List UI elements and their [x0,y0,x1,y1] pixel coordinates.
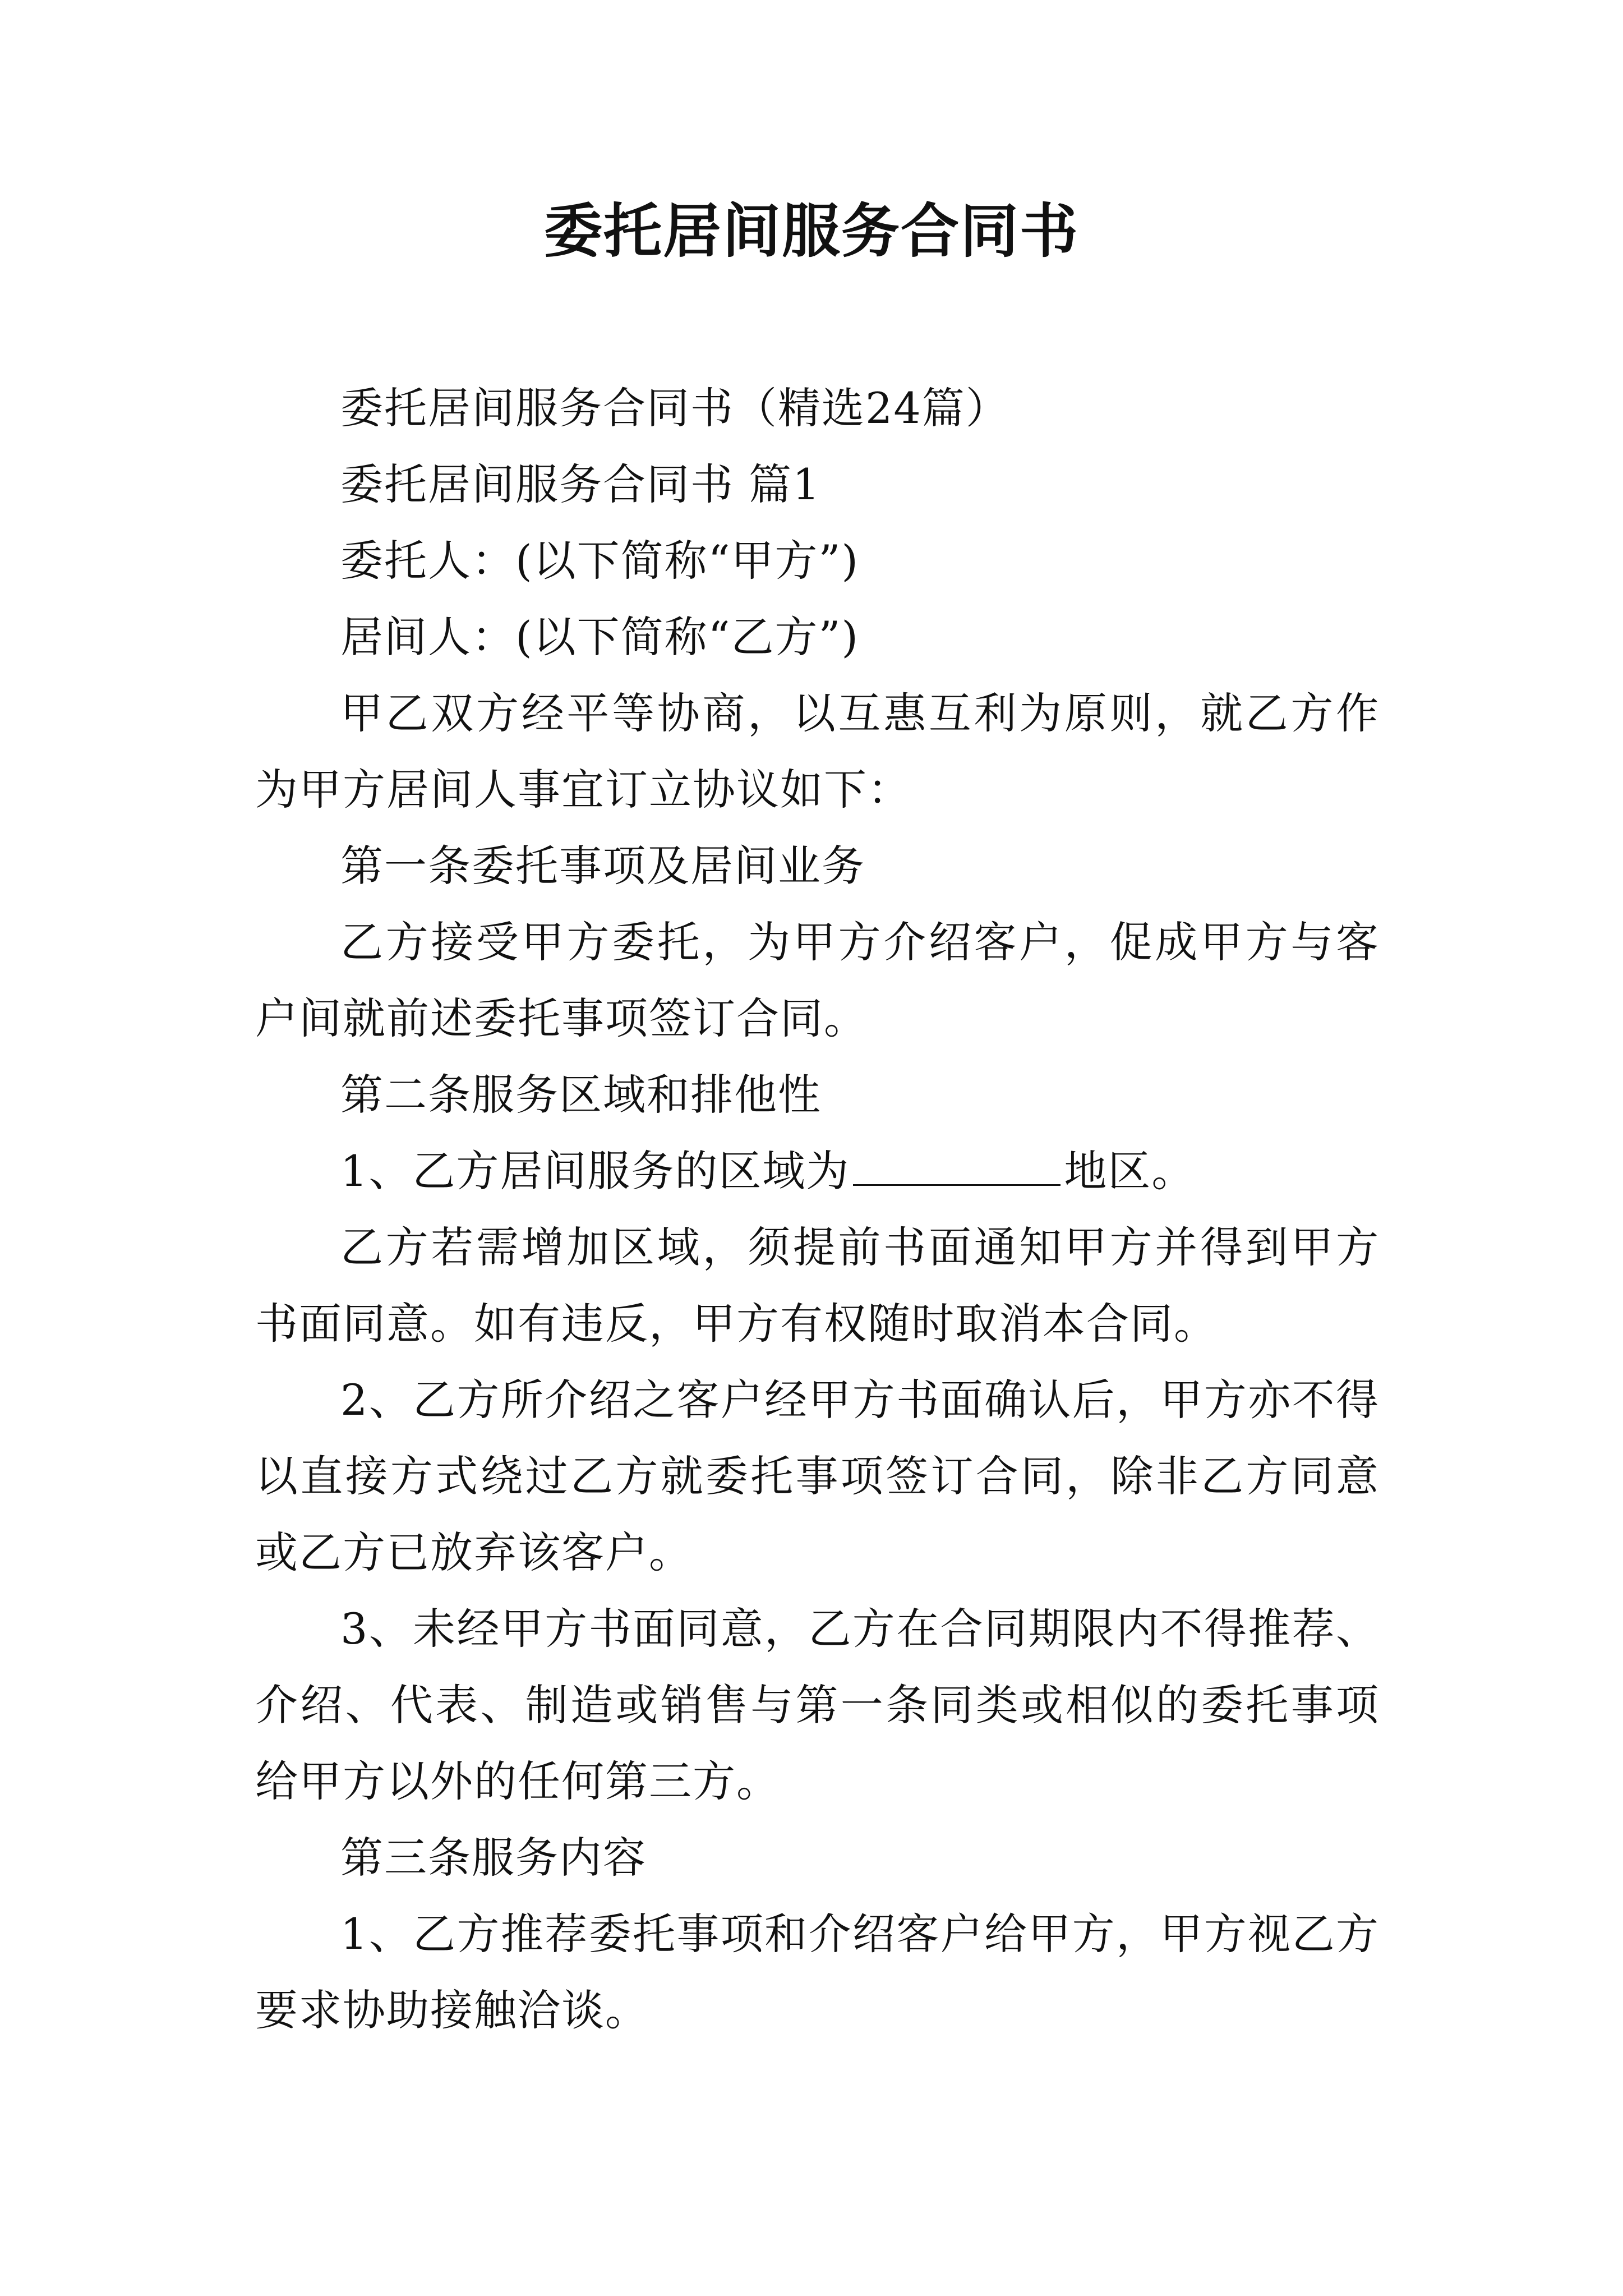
paragraph-article-2-item-2: 2、乙方所介绍之客户经甲方书面确认后，甲方亦不得以直接方式绕过乙方就委托事项签订合同，除非乙方同意或乙方已放弃该客户。 [255,1375,1380,1577]
document-title: 委托居间服务合同书 [543,196,1079,265]
paragraph-preamble: 甲乙双方经平等协商，以互惠互利为原则，就乙方作为甲方居间人事宜订立协议如下： [255,688,1380,815]
region-clause-suffix: 地区。 [1064,1146,1196,1196]
paragraph-party-b: 居间人：(以下简称“乙方”) [340,612,860,662]
paragraph-article-3-item-1: 1、乙方推荐委托事项和介绍客户给甲方，甲方视乙方要求协助接触洽谈。 [255,1909,1380,2035]
region-clause-prefix: 1、乙方居间服务的区域为 [340,1146,850,1196]
paragraph-region-extension: 乙方若需增加区域，须提前书面通知甲方并得到甲方书面同意。如有违反，甲方有权随时取消本合同。 [255,1222,1380,1349]
paragraph-article-3-heading: 第三条服务内容 [340,1833,647,1883]
paragraph-article-1-heading: 第一条委托事项及居间业务 [340,841,865,891]
paragraph-article-2-item-3: 3、未经甲方书面同意，乙方在合同期限内不得推荐、介绍、代表、制造或销售与第一条同类或相似的委托事项给甲方以外的任何第三方。 [255,1604,1380,1806]
paragraph-section-heading: 委托居间服务合同书 篇1 [340,459,821,509]
paragraph-article-2-heading: 第二条服务区域和排他性 [340,1070,822,1120]
document-body [255,370,1380,2049]
region-blank-line [853,1145,1061,1186]
paragraph-party-a: 委托人：(以下简称“甲方”) [340,536,860,586]
paragraph-article-1-body: 乙方接受甲方委托，为甲方介绍客户，促成甲方与客户间就前述委托事项签订合同。 [255,917,1380,1043]
paragraph-region-clause [255,1133,1380,1209]
paragraph-subtitle: 委托居间服务合同书（精选24篇） [340,383,1009,433]
